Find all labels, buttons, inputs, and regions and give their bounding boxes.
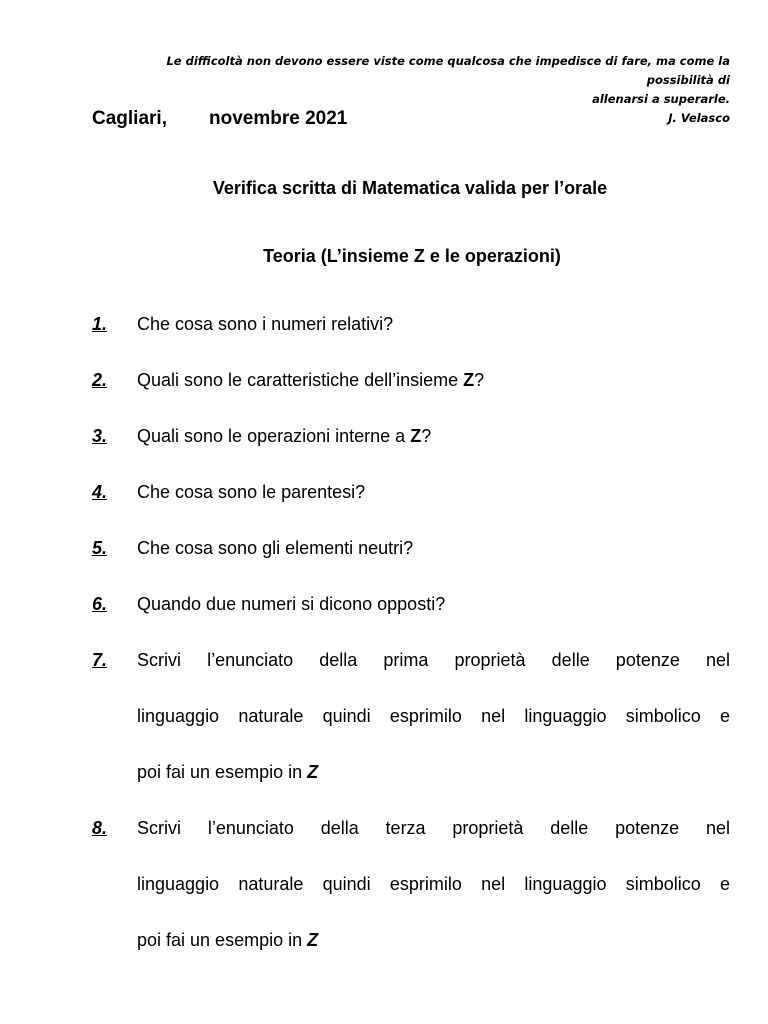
question-text: Che cosa sono gli elementi neutri?: [137, 538, 414, 558]
question-item-5: [92, 520, 730, 576]
question-text: Quali sono le operazioni interne a: [137, 426, 411, 446]
question-item-8: [92, 800, 730, 968]
set-z-symbol: Z: [307, 762, 319, 782]
question-text-line-1: Scrivi l’enunciato della prima proprietà delle potenze nel: [137, 650, 730, 670]
question-number: 6.: [92, 594, 108, 614]
place-date-header: [92, 108, 347, 130]
question-text: Quando due numeri si dicono opposti?: [137, 594, 446, 614]
question-text-line-3: poi fai un esempio in: [137, 930, 308, 950]
question-text: Che cosa sono le parentesi?: [137, 482, 366, 502]
question-number: 3.: [92, 426, 108, 446]
question-number: 8.: [92, 818, 108, 838]
question-item-6: [92, 576, 730, 632]
question-number: 5.: [92, 538, 108, 558]
question-number: 7.: [92, 650, 108, 670]
question-item-4: [92, 464, 730, 520]
quote-line-2: allenarsi a superarle.: [592, 92, 730, 106]
page-subtitle: Teoria (L’insieme Z e le operazioni): [263, 246, 561, 266]
question-end: ?: [474, 370, 485, 390]
question-item-3: [92, 408, 730, 464]
quote-author: J. Velasco: [668, 111, 730, 125]
place: Cagliari,: [92, 108, 167, 129]
question-row: [92, 912, 730, 968]
question-item-7: [92, 632, 730, 800]
question-text: Che cosa sono i numeri relativi?: [137, 314, 394, 334]
date: novembre 2021: [208, 108, 348, 129]
question-text: Quali sono le caratteristiche dell’insieme: [137, 370, 464, 390]
question-text-line-3: poi fai un esempio in: [137, 762, 308, 782]
question-number: 2.: [92, 370, 108, 390]
question-text-line-1: Scrivi l’enunciato della terza proprietà delle potenze nel: [137, 818, 730, 838]
quote-line-1: Le difficoltà non devono essere viste come qualcosa che impedisce di fare, ma come la possibilità di: [166, 54, 730, 87]
question-row: [92, 632, 730, 688]
question-item-2: [92, 352, 730, 408]
page-title: Verifica scritta di Matematica valida per l’orale: [212, 178, 608, 198]
question-text-line-2: linguaggio naturale quindi esprimilo nel linguaggio simbolico e: [137, 874, 730, 894]
question-row: [92, 744, 730, 800]
question-row: [92, 800, 730, 856]
set-z-symbol: Z: [463, 370, 475, 390]
question-text-line-2: linguaggio naturale quindi esprimilo nel linguaggio simbolico e: [137, 706, 730, 726]
question-number: 4.: [92, 482, 108, 502]
set-z-symbol: Z: [410, 426, 422, 446]
question-item-1: [92, 296, 730, 352]
set-z-symbol: Z: [307, 930, 319, 950]
question-end: ?: [421, 426, 432, 446]
question-number: 1.: [92, 314, 108, 334]
